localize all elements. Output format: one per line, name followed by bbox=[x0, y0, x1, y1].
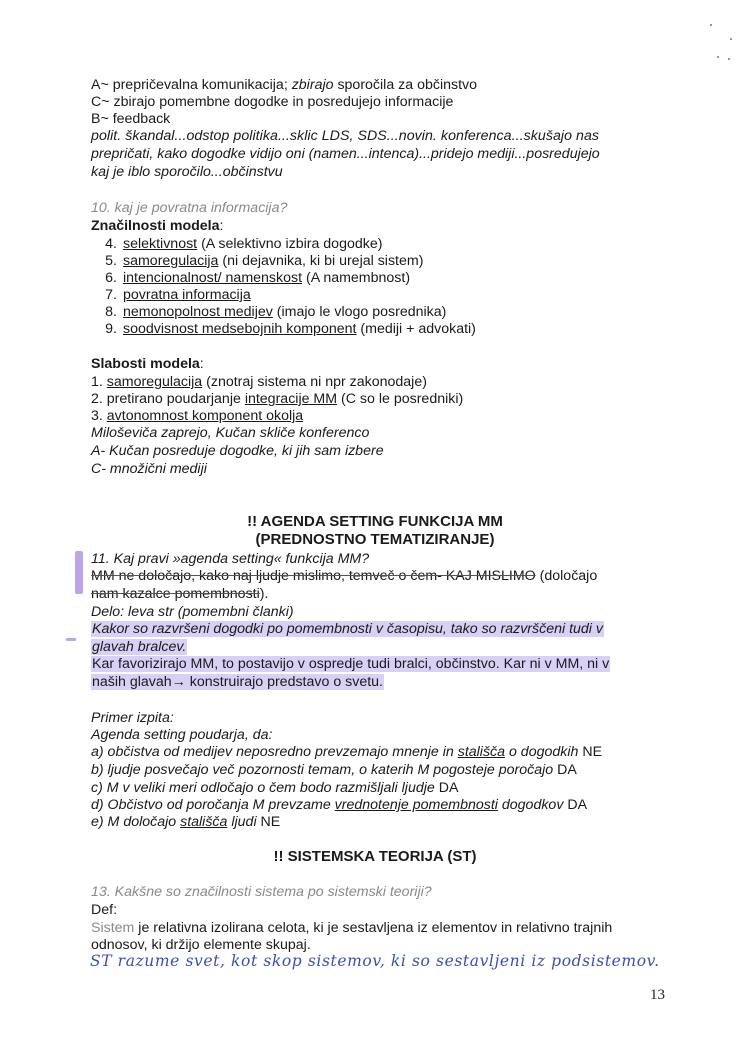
weakness-desc: (C so le posredniki) bbox=[337, 391, 464, 407]
feature-num: 9. bbox=[105, 321, 117, 337]
exam-option-text-end: o dogodkih bbox=[505, 744, 579, 760]
weakness-item-1 bbox=[91, 374, 427, 391]
weaknesses-heading bbox=[91, 356, 204, 373]
agenda-delo-note: Delo: leva str (pomembni članki) bbox=[91, 604, 294, 620]
agenda-definition-line-2 bbox=[91, 586, 268, 603]
exam-option-term: stališča bbox=[457, 744, 506, 760]
intro-line-b: B~ feedback bbox=[91, 111, 171, 127]
feature-num: 6. bbox=[105, 270, 117, 286]
agenda-definition-struck: MM ne določajo, kako naj ljudje mislimo, temveč o čem- KAJ MISLIMO bbox=[91, 568, 536, 584]
weakness-note-2: A- Kučan posreduje dogodke, ki jih sam izbere bbox=[91, 443, 384, 459]
exam-answer: DA bbox=[563, 797, 588, 813]
weakness-num: 3. bbox=[91, 408, 107, 424]
intro-line-a-italic: zbirajo bbox=[291, 77, 334, 93]
feature-term: intencionalnost/ namenskost bbox=[123, 270, 303, 286]
exam-answer: NE bbox=[578, 744, 603, 760]
question-13: 13. Kakšne so značilnosti sistema po sistemski teoriji? bbox=[91, 884, 432, 900]
agenda-definition-tail: (določajo bbox=[535, 568, 598, 584]
exam-option-text-end: ljudi bbox=[227, 814, 257, 830]
features-title: Značilnosti modela bbox=[91, 218, 220, 234]
highlight: glavah bralcev. bbox=[92, 639, 187, 655]
intro-line-a-part1: A~ prepričevalna komunikacija; bbox=[91, 77, 292, 93]
systems-term: Sistem bbox=[91, 920, 135, 936]
agenda-highlight-line-4 bbox=[91, 674, 384, 691]
highlight: Kakor so razvršeni dogodki po pomembnosti v časopisu, tako so razvrščeni tudi v bbox=[92, 621, 603, 637]
intro-line-a bbox=[91, 77, 477, 94]
exam-answer: DA bbox=[434, 780, 459, 796]
feature-desc: (A selektivno izbira dogodke) bbox=[197, 236, 383, 252]
weaknesses-colon: : bbox=[199, 356, 204, 372]
intro-narrative-line-2: prepričati, kako dogodke vidijo oni (namen...intenca)...pridejo mediji...posredujejo bbox=[91, 146, 600, 162]
exam-option-c bbox=[91, 780, 458, 797]
systems-def-line-1 bbox=[91, 920, 612, 937]
weakness-term: samoregulacija bbox=[106, 374, 203, 390]
weakness-term: avtonomnost komponent okolja bbox=[106, 408, 304, 424]
exam-option-term: stališča bbox=[180, 814, 228, 830]
agenda-definition-line-1 bbox=[91, 568, 597, 585]
exam-option-d bbox=[91, 797, 587, 814]
agenda-heading: !! AGENDA SETTING FUNKCIJA MM bbox=[247, 513, 503, 530]
weakness-item-3 bbox=[91, 408, 303, 425]
feature-item-6 bbox=[91, 270, 410, 287]
agenda-definition-end: ). bbox=[259, 586, 269, 602]
systems-heading: !! SISTEMSKA TEORIJA (ST) bbox=[273, 848, 477, 865]
agenda-highlight-line-2 bbox=[91, 639, 187, 656]
agenda-highlight-line-1 bbox=[91, 621, 604, 638]
question-10: 10. kaj je povratna informacija? bbox=[91, 200, 288, 216]
feature-item-5 bbox=[91, 253, 423, 270]
question-11: 11. Kaj pravi »agenda setting« funkcija MM? bbox=[91, 551, 370, 567]
margin-marker bbox=[75, 551, 83, 594]
agenda-subheading: (PREDNOSTNO TEMATIZIRANJE) bbox=[255, 531, 495, 548]
feature-item-7 bbox=[91, 287, 251, 304]
systems-def-label: Def: bbox=[91, 902, 118, 918]
exam-option-text: b) ljudje posvečajo več pozornosti temam, o katerih M pogosteje poročajo bbox=[91, 762, 554, 778]
exam-option-text: e) M določajo bbox=[91, 814, 181, 830]
exam-answer: NE bbox=[256, 814, 281, 830]
systems-def-line-2: odnosov, ki držijo elemente skupaj. bbox=[91, 937, 311, 953]
feature-term: soodvisnost medsebojnih komponent bbox=[123, 321, 357, 337]
feature-term: nemonopolnost medijev bbox=[123, 304, 273, 320]
exam-option-text: d) Občistvo od poročanja M prevzame bbox=[91, 797, 335, 813]
margin-marker-tick bbox=[66, 638, 76, 641]
agenda-definition-struck-2: nam kazalce pomembnosti bbox=[91, 586, 260, 602]
feature-num: 5. bbox=[105, 253, 117, 269]
feature-item-4 bbox=[91, 236, 382, 253]
weakness-note-1: Miloševiča zaprejo, Kučan skliče konferenco bbox=[91, 425, 370, 441]
feature-term: samoregulacija bbox=[123, 253, 219, 269]
intro-narrative-line-1: polit. škandal...odstop politika...sklic LDS, SDS...novin. konferenca...skušajo nas bbox=[91, 128, 600, 144]
exam-option-term: vrednotenje pomembnosti bbox=[334, 797, 498, 813]
weakness-desc: (znotraj sistema ni npr zakonodaje) bbox=[202, 374, 427, 390]
intro-line-c: C~ zbirajo pomembne dogodke in posredujejo informacije bbox=[91, 94, 454, 110]
feature-desc: (ni dejavnika, ki bi urejal sistem) bbox=[218, 253, 424, 269]
feature-term: povratna informacija bbox=[123, 287, 251, 303]
exam-option-text: a) občistva od medijev neposredno prevzemajo mnenje in bbox=[91, 744, 458, 760]
feature-num: 7. bbox=[105, 287, 117, 303]
exam-answer: DA bbox=[553, 762, 577, 778]
feature-item-9 bbox=[91, 321, 476, 338]
feature-num: 8. bbox=[105, 304, 117, 320]
systems-def-text: je relativna izolirana celota, ki je sestavljena iz elementov in relativno trajnih bbox=[134, 920, 613, 936]
page-number: 13 bbox=[650, 987, 665, 1003]
highlight: naših glavah→ konstruirajo predstavo o svetu. bbox=[92, 674, 384, 690]
intro-line-a-part3: sporočila za občinstvo bbox=[333, 77, 478, 93]
exam-option-e bbox=[91, 814, 280, 831]
agenda-highlight-line-3 bbox=[91, 656, 610, 673]
highlight: Kar favorizirajo MM, to postavijo v ospredje tudi bralci, občinstvo. Kar ni v MM, ni v bbox=[92, 656, 610, 672]
feature-desc: (A namembnost) bbox=[302, 270, 411, 286]
exam-option-text-end: dogodkov bbox=[497, 797, 564, 813]
features-colon: : bbox=[219, 218, 224, 234]
intro-narrative-line-3: kaj je iblo sporočilo...občinstvu bbox=[91, 164, 283, 180]
weakness-prefix: 2. pretirano poudarjanje bbox=[91, 391, 245, 407]
exam-option-b bbox=[91, 762, 577, 779]
weakness-term: integracije MM bbox=[244, 391, 338, 407]
exam-option-a bbox=[91, 744, 602, 761]
features-heading bbox=[91, 218, 223, 235]
feature-item-8 bbox=[91, 304, 446, 321]
feature-desc: (mediji + advokati) bbox=[356, 321, 476, 337]
feature-desc: (imajo le vlogo posrednika) bbox=[272, 304, 447, 320]
handwritten-note: ST razume svet, kot skop sistemov, ki so sestavljeni iz podsistemov. bbox=[90, 952, 660, 970]
scan-artifact-dots bbox=[708, 24, 738, 69]
exam-subtitle: Agenda setting poudarja, da: bbox=[91, 727, 273, 743]
weakness-num: 1. bbox=[91, 374, 107, 390]
feature-num: 4. bbox=[105, 236, 117, 252]
exam-title: Primer izpita: bbox=[91, 710, 174, 726]
weaknesses-title: Slabosti modela bbox=[91, 356, 200, 372]
feature-term: selektivnost bbox=[123, 236, 198, 252]
weakness-item-2 bbox=[91, 391, 463, 408]
weakness-note-3: C- množični mediji bbox=[91, 461, 207, 477]
exam-option-text: c) M v veliki meri odločajo o čem bodo razmišljali ljudje bbox=[91, 780, 435, 796]
